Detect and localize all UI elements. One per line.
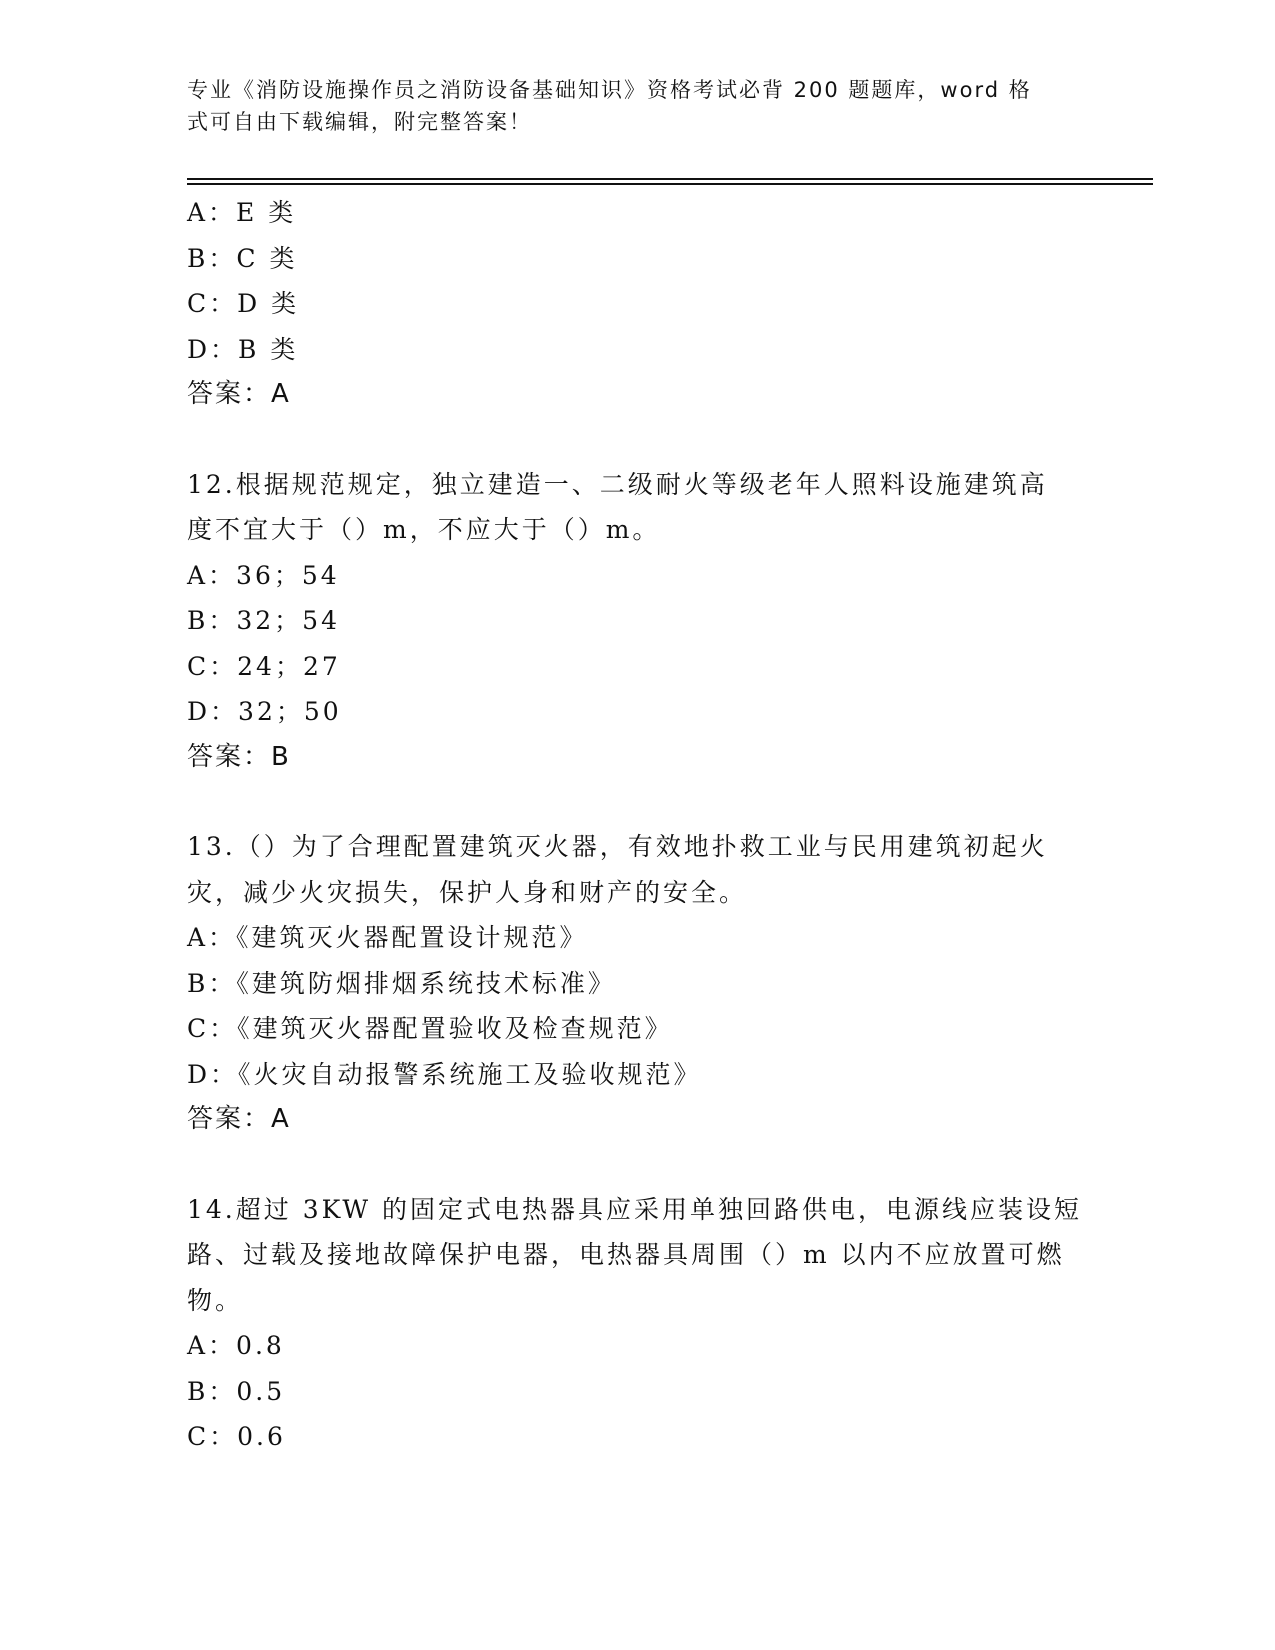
header-divider-bottom	[187, 183, 1153, 185]
option-d: D：《火灾自动报警系统施工及验收规范》	[187, 1059, 702, 1089]
question-text: 物。	[187, 1285, 244, 1315]
answer-line: 答案：A	[187, 379, 291, 409]
answer-line: 答案：A	[187, 1104, 291, 1134]
option-b: B：32；54	[187, 606, 340, 635]
option-c: C：《建筑灭火器配置验收及检查规范》	[187, 1014, 673, 1043]
document-header	[187, 74, 1067, 138]
option-a: A：E 类	[187, 198, 297, 227]
question-text: 灾，减少火灾损失，保护人身和财产的安全。	[187, 877, 748, 907]
header-line-1: 专业《消防设施操作员之消防设备基础知识》资格考试必背 200 题题库，word 格	[187, 78, 1032, 102]
option-a: A：《建筑灭火器配置设计规范》	[187, 923, 588, 952]
question-block-12	[187, 462, 1087, 781]
header-line-2: 式可自由下载编辑，附完整答案！	[187, 110, 532, 134]
option-b: B：《建筑防烟排烟系统技术标准》	[187, 968, 616, 998]
header-divider-top	[187, 178, 1153, 180]
option-b: B：C 类	[187, 243, 298, 273]
answer-line: 答案：B	[187, 741, 291, 772]
question-text: 12.根据规范规定，独立建造一、二级耐火等级老年人照料设施建筑高	[187, 469, 1048, 499]
option-a: A：0.8	[187, 1331, 285, 1360]
option-c: C：0.6	[187, 1422, 286, 1451]
option-a: A：36；54	[187, 560, 340, 590]
option-c: C：24；27	[187, 651, 341, 681]
option-d: D：32；50	[187, 697, 342, 726]
option-b: B：0.5	[187, 1376, 286, 1406]
option-c: C：D 类	[187, 289, 300, 318]
option-d: D：B 类	[187, 334, 299, 364]
question-list	[187, 190, 1087, 1460]
spacer	[187, 418, 1087, 462]
question-block-prev	[187, 190, 1087, 418]
question-text: 13.（）为了合理配置建筑灭火器，有效地扑救工业与民用建筑初起火	[187, 832, 1048, 861]
question-text: 路、过载及接地故障保护电器，电热器具周围（）m 以内不应放置可燃	[187, 1240, 1065, 1269]
question-text: 14.超过 3KW 的固定式电热器具应采用单独回路供电，电源线应装设短	[187, 1194, 1083, 1224]
question-text: 度不宜大于（）m，不应大于（）m。	[187, 515, 661, 544]
spacer	[187, 1143, 1087, 1187]
spacer	[187, 780, 1087, 824]
question-block-14	[187, 1187, 1087, 1460]
question-block-13	[187, 824, 1087, 1143]
